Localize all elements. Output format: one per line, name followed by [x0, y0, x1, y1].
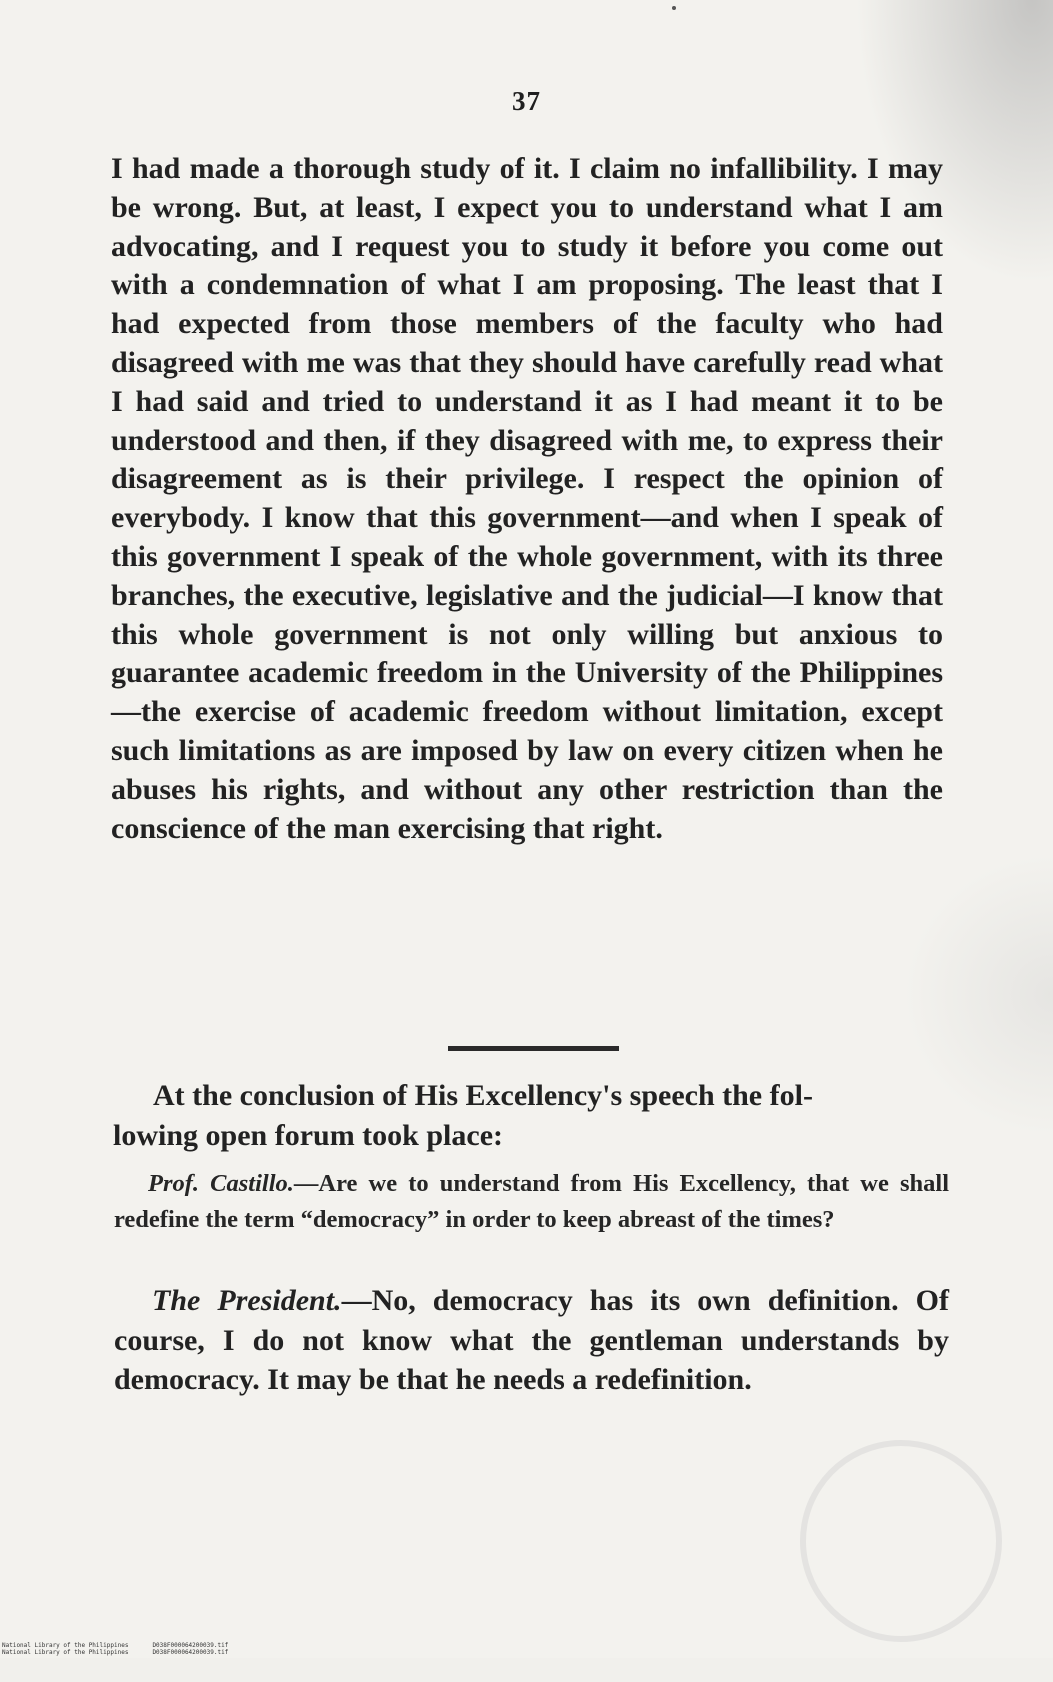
- scan-speck: [672, 6, 676, 10]
- footer-library: National Library of the Philippines: [2, 1649, 129, 1656]
- faded-library-stamp: [760, 1400, 1041, 1681]
- forum-intro-line-1: At the conclusion of His Excellency's speech the fol-: [153, 1079, 813, 1112]
- footer-file: D038F000064200039.tif: [152, 1649, 229, 1656]
- forum-intro: [113, 1076, 947, 1156]
- scan-footer: [2, 1642, 252, 1656]
- footer-library: National Library of the Philippines: [2, 1642, 129, 1649]
- question-castillo: [114, 1166, 949, 1238]
- answer-president: [114, 1281, 949, 1400]
- section-divider: [448, 1046, 619, 1051]
- question-text: —Are we to understand from His Excellency, that we shall redefine the term “democracy” in order to keep abreast of the times?: [114, 1170, 950, 1233]
- answer-text: —No, democracy has its own definition. Of course, I do not know what the gentleman understands by democracy. It may be that he needs a redefinition.: [114, 1284, 949, 1396]
- forum-intro-line-2: lowing open forum took place:: [113, 1119, 503, 1152]
- speaker-name: Prof. Castillo.: [148, 1170, 294, 1197]
- page-number: 37: [512, 86, 541, 116]
- footer-file: D038F000064200039.tif: [152, 1642, 229, 1649]
- footer-line: [2, 1642, 252, 1649]
- footer-line: [2, 1649, 252, 1656]
- speech-paragraph: I had made a thorough study of it. I claim no infallibility. I may be wrong. But, at least, I expect you to understand what I am advocating, and I request you to study it before you come out with a condemnation of what I am proposing. The least that I had expected from those members of the faculty who had disagreed with me was that they should have carefully read what I had said and tried to understand it as I had meant it to be understood and then, if they disagreed with me, to express their disagreement as is their privilege. I respect the opinion of everybody. I know that this government—and when I speak of this government I speak of the whole government, with its three branches, the executive, legislative and the judicial—I know that this whole government is not only willing but anxious to guarantee academic freedom in the University of the Philippines—the exercise of academic freedom without limitation, except such limitations as are imposed by law on every citizen when he abuses his rights, and without any other restriction than the conscience of the man exercising that right.: [111, 152, 943, 845]
- speaker-name: The President.: [152, 1284, 342, 1317]
